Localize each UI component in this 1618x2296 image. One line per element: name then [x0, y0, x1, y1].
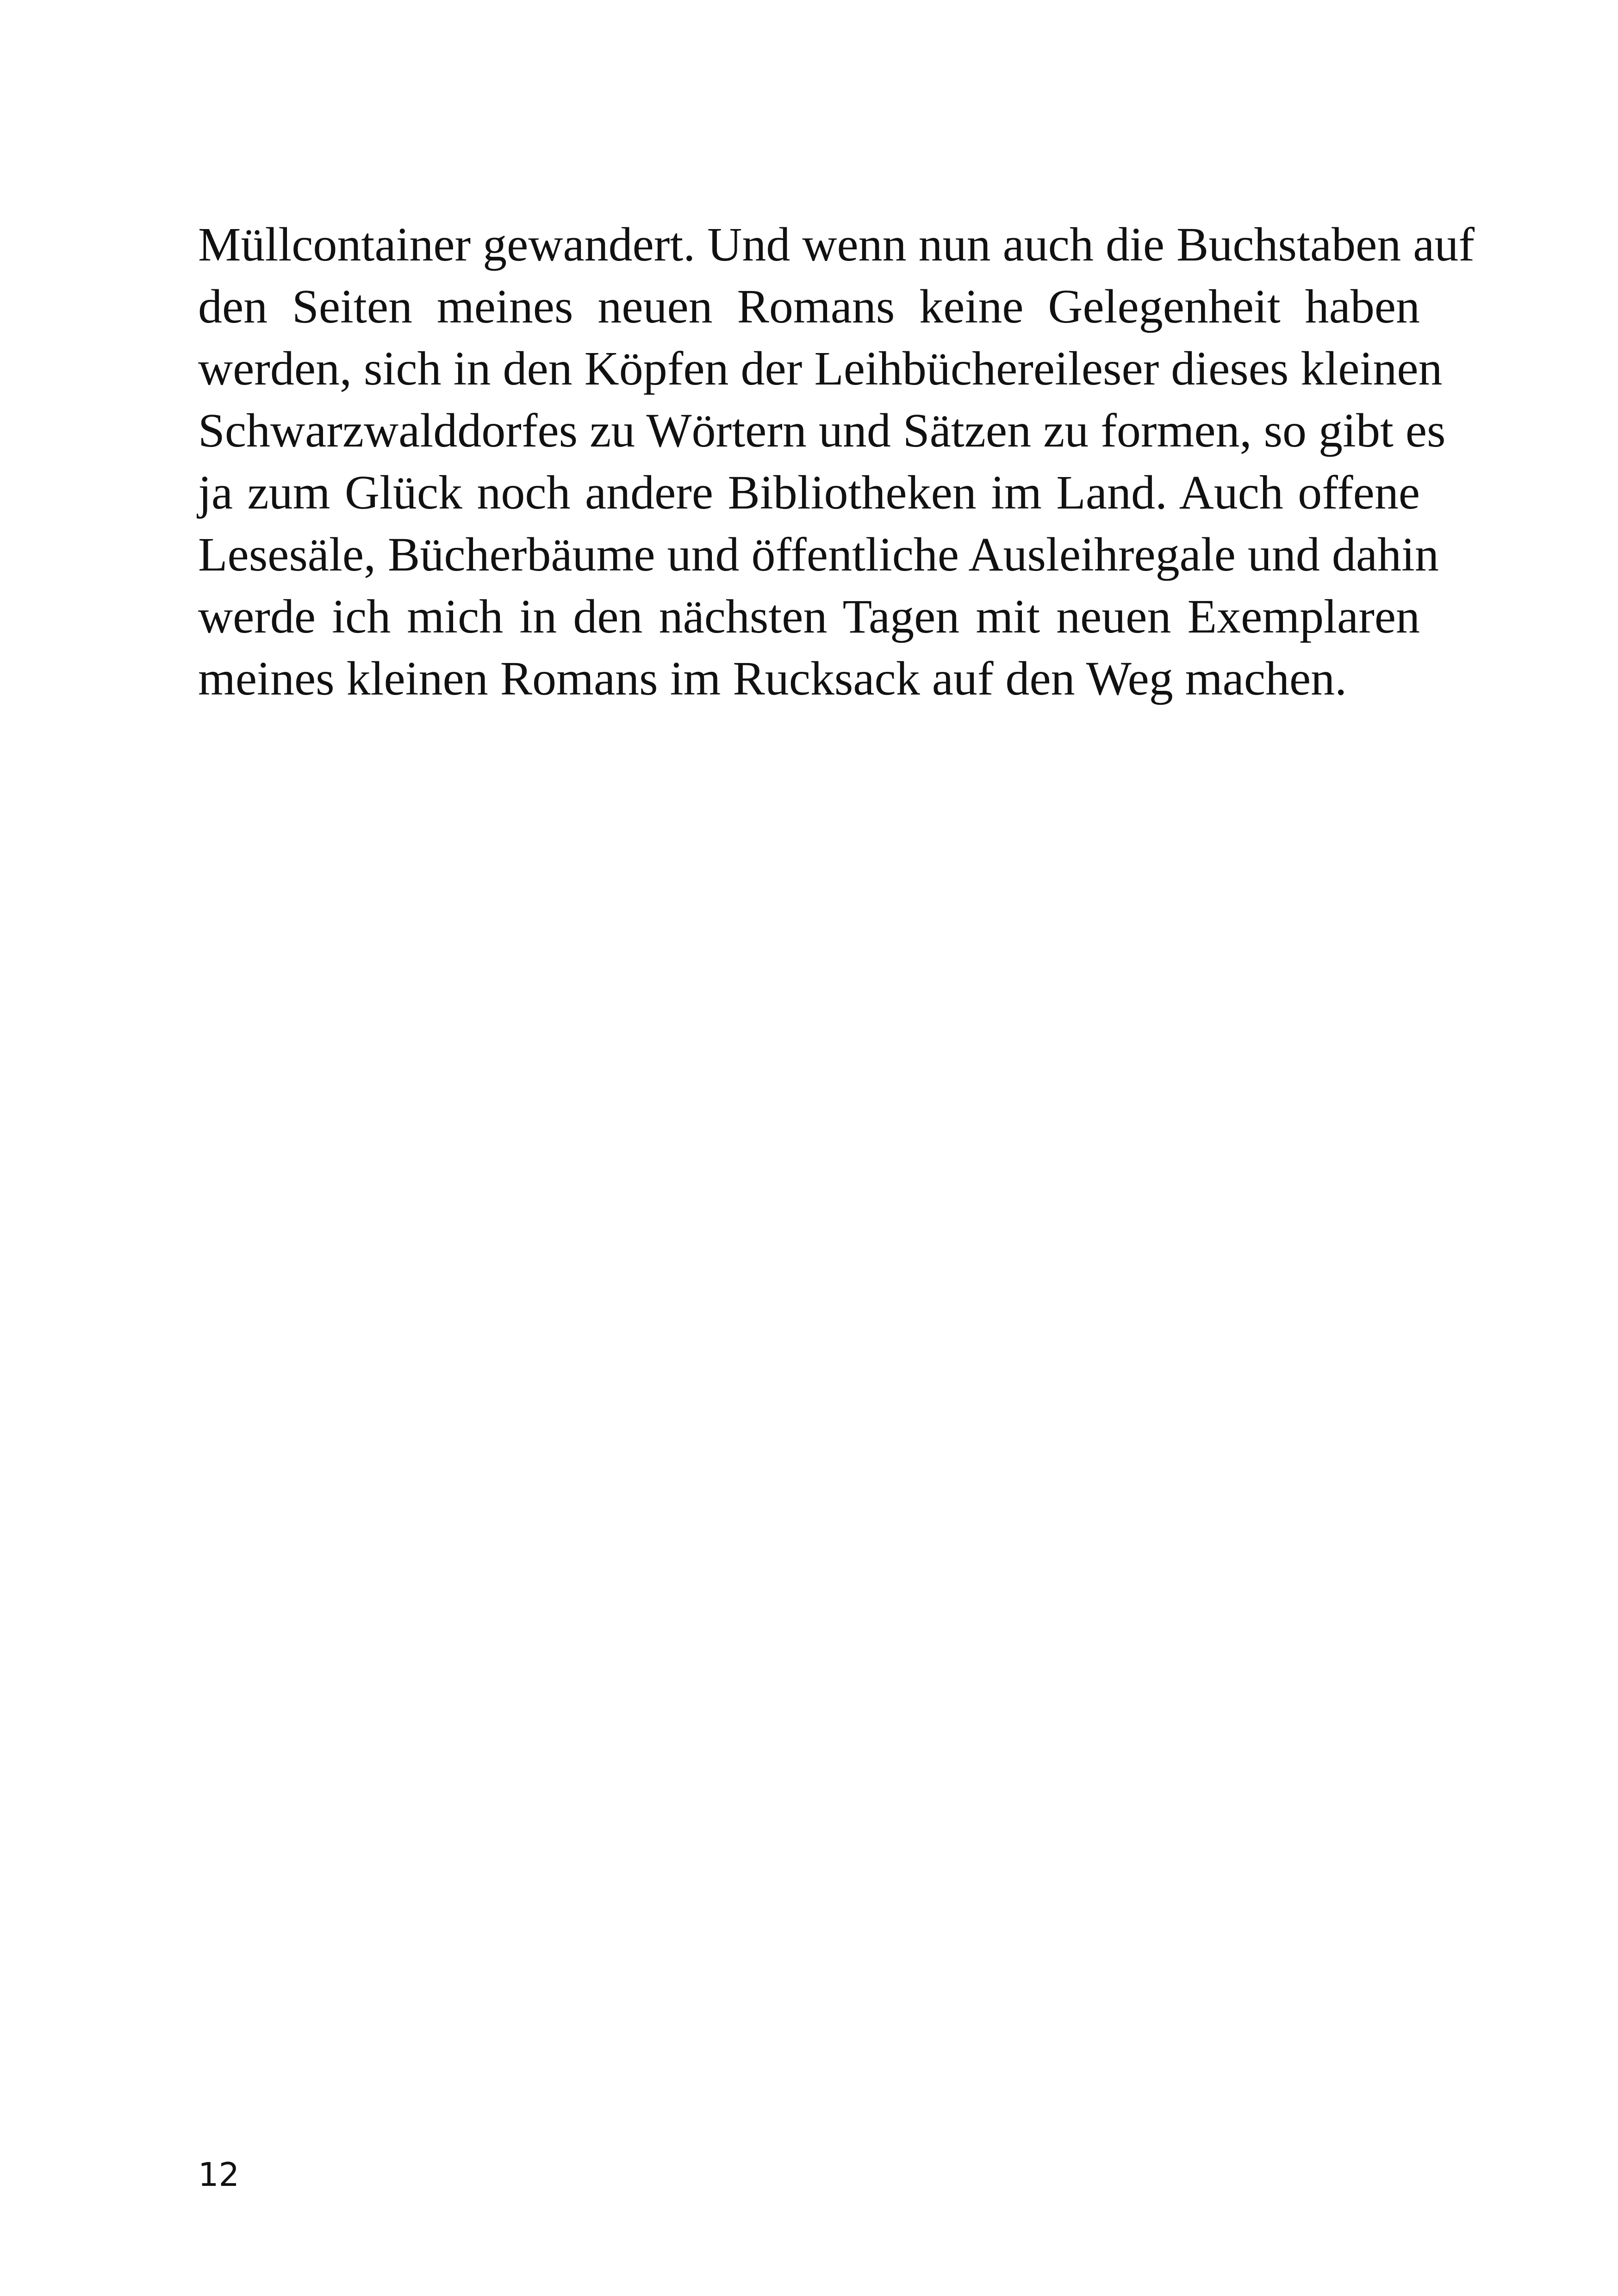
text-line: werden, sich in den Köpfen der Leihbüchereileser dieses kleinen — [198, 342, 1443, 395]
text-line: Lesesäle, Bücherbäume und öffentliche Ausleihregale und dahin — [198, 528, 1439, 581]
text-line: Müllcontainer gewandert. Und wenn nun auch die Buchstaben auf — [198, 218, 1475, 271]
text-line: den Seiten meines neuen Romans keine Gelegenheit haben — [198, 280, 1420, 333]
text-line: Schwarzwalddorfes zu Wörtern und Sätzen zu formen, so gibt es — [198, 404, 1446, 457]
text-line: meines kleinen Romans im Rucksack auf den Weg machen. — [198, 652, 1347, 705]
text-line: ja zum Glück noch andere Bibliotheken im Land. Auch offene — [198, 466, 1420, 519]
body-paragraph — [198, 214, 1475, 710]
text-line: werde ich mich in den nächsten Tagen mit neuen Exemplaren — [198, 590, 1420, 643]
page-number: 12 — [198, 2156, 240, 2194]
